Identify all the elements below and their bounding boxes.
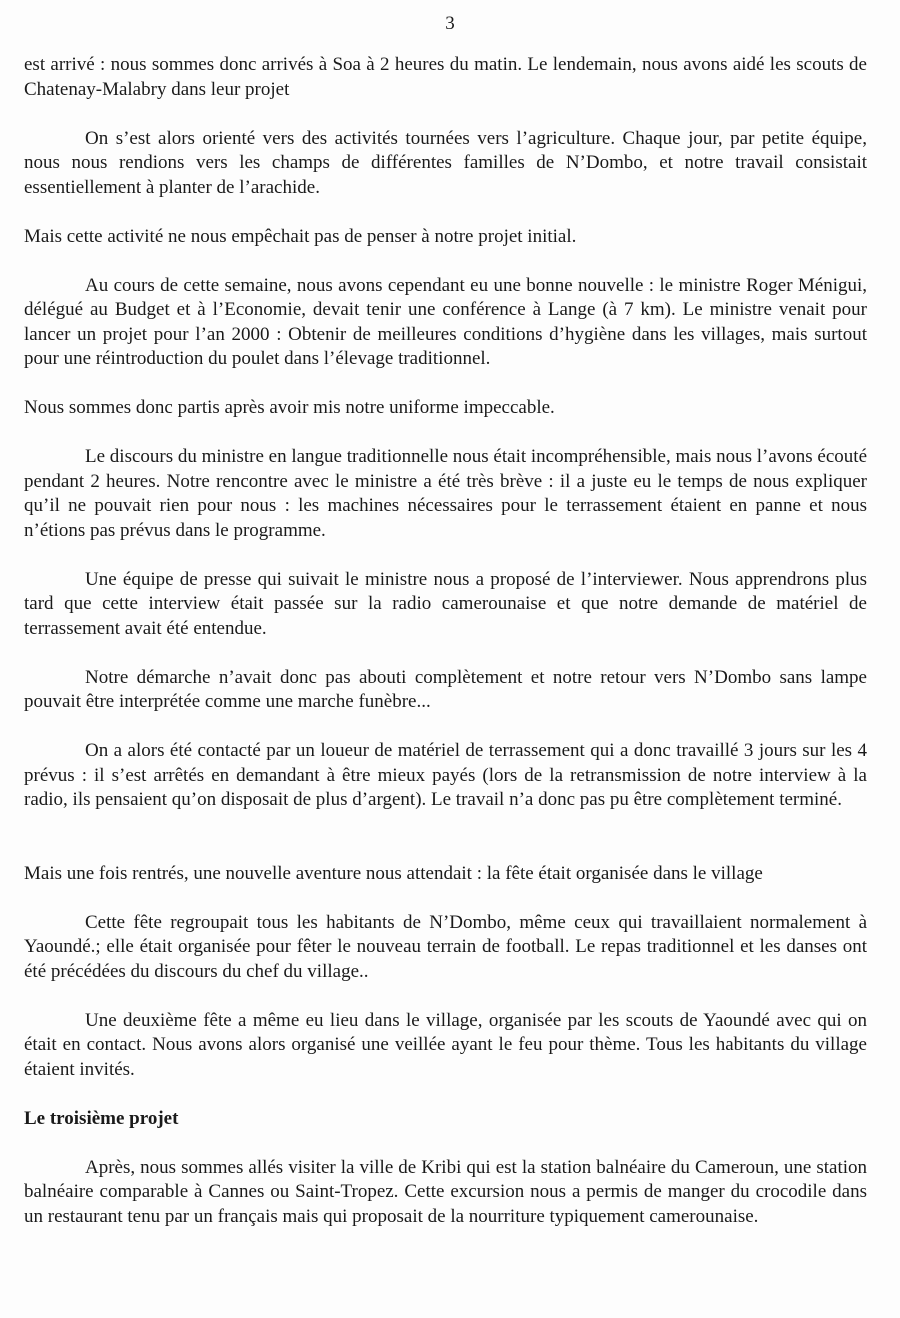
- document-body: [24, 53, 867, 1229]
- paragraph-village-party: Cette fête regroupait tous les habitants de N’Dombo, même ceux qui travaillaient normalement à Yaoundé.; elle était organisée pour fêter le nouveau terrain de football. Le repas traditionnel et les danses ont été précédées du discours du chef du village..: [24, 911, 867, 982]
- paragraph-press: Une équipe de presse qui suivait le ministre nous a proposé de l’interviewer. Nous apprendrons plus tard que cette interview était passée sur la radio camerounaise et que notre demande de matériel de terrassement avait été entendue.: [24, 568, 867, 639]
- page-number: 3: [445, 13, 455, 34]
- paragraph-minister-news: Au cours de cette semaine, nous avons cependant eu une bonne nouvelle : le ministre Roger Ménigui, délégué au Budget et à l’Economie, devait tenir une conférence à Lange (à 7 km). Le ministre venait pour lancer un projet pour l’an 2000 : Obtenir de meilleures conditions d’hygiène dans les villages, mais surtout pour une réintroduction du poulet dans l’élevage traditionnel.: [24, 274, 867, 369]
- paragraph-new-adventure: Mais une fois rentrés, une nouvelle aventure nous attendait : la fête était organisée dans le village: [24, 862, 763, 884]
- paragraph-return: Notre démarche n’avait donc pas abouti complètement et notre retour vers N’Dombo sans lampe pouvait être interprétée comme une marche funèbre...: [24, 666, 867, 712]
- paragraph-earthworks: On a alors été contacté par un loueur de matériel de terrassement qui a donc travaillé 3 jours sur les 4 prévus : il s’est arrêtés en demandant à être mieux payés (lors de la retransmission de notre interview à la radio, ils pensaient qu’on disposait de plus d’argent). Le travail n’a donc pas pu être complètement terminé.: [24, 740, 867, 810]
- paragraph-continuation: est arrivé : nous sommes donc arrivés à Soa à 2 heures du matin. Le lendemain, nous avons aidé les scouts de Chatenay-Malabry dans leur projet: [24, 54, 867, 100]
- paragraph-uniform: Nous sommes donc partis après avoir mis notre uniforme impeccable.: [24, 397, 555, 418]
- paragraph-kribi: Après, nous sommes allés visiter la ville de Kribi qui est la station balnéaire du Cameroun, une station balnéaire comparable à Cannes ou Saint-Tropez. Cette excursion nous a permis de manger du crocodile dans un restaurant tenu par un français mais qui proposait de la nourriture typiquement camerounaise.: [24, 1156, 867, 1227]
- paragraph-agriculture: On s’est alors orienté vers des activités tournées vers l’agriculture. Chaque jour, par petite équipe, nous nous rendions vers les champs de différentes familles de N’Dombo, et notre travail consistait essentiellement à planter de l’arachide.: [24, 127, 867, 198]
- paragraph-initial-project: Mais cette activité ne nous empêchait pas de penser à notre projet initial.: [24, 225, 577, 247]
- section-heading: Le troisième projet: [24, 1107, 179, 1129]
- paragraph-speech: Le discours du ministre en langue traditionnelle nous était incompréhensible, mais nous l’avons écouté pendant 2 heures. Notre rencontre avec le ministre a été très brève : il a juste eu le temps de nous expliquer qu’il ne pouvait rien pour nous : les machines nécessaires pour le terrassement étaient en panne et nous n’étions pas prévus dans le programme.: [24, 446, 867, 541]
- paragraph-second-party: Une deuxième fête a même eu lieu dans le village, organisée par les scouts de Yaoundé avec qui on était en contact. Nous avons alors organisé une veillée ayant le feu pour thème. Tous les habitants du village étaient invités.: [24, 1009, 867, 1080]
